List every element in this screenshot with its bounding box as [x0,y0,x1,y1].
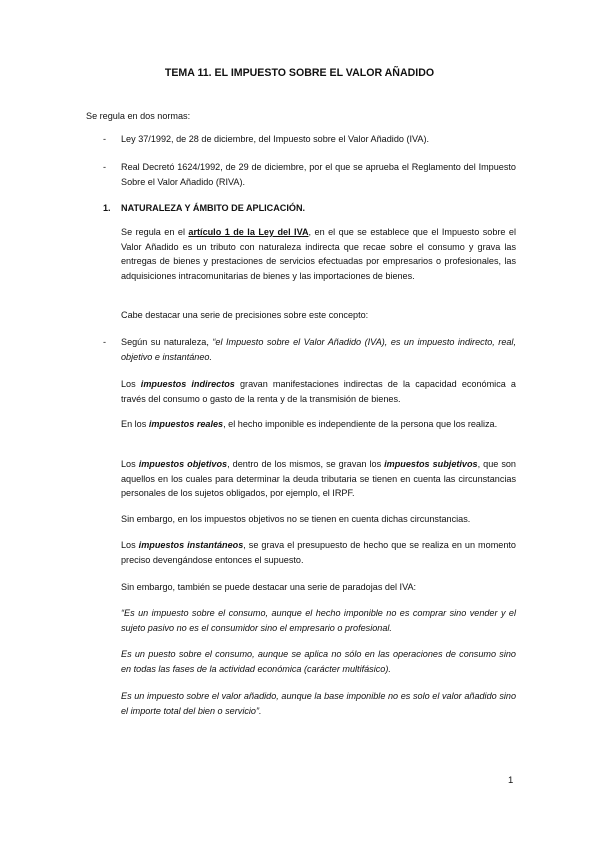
term-highlight: impuestos reales [148,419,224,429]
intro-text: Se regula en dos normas: [86,111,191,121]
quote-text: “el Impuesto sobre el Valor Añadido (IVA), es un impuesto indirecto, real, objetivo e instantáneo. [121,337,516,362]
paragraph-text: En los [121,419,149,429]
paragraph-text: , dentro de los mismos, se gravan los [227,459,385,469]
paragraph-text: Los [121,379,141,389]
quote-paradoja-3: Es un impuesto sobre el valor añadido, aunque la base imponible no es solo el valor añadido sino el importe total del bien o servicio”. [121,691,516,716]
paragraph-precisiones: Cabe destacar una serie de precisiones sobre este concepto: [121,310,369,320]
quote-paradoja-2: Es un puesto sobre el consumo, aunque se aplica no sólo en las operaciones de consumo sino en todas las fases de la actividad económica (carácter multifásico). [121,649,516,674]
paragraph-instantaneos [121,538,516,567]
paragraph-sin-embargo-1: Sin embargo, en los impuestos objetivos no se tienen en cuenta dichas circunstancias. [121,514,471,524]
section-heading: NATURALEZA Y ÁMBITO DE APLICACIÓN. [121,203,306,213]
dash-marker: - [103,162,107,172]
list-item-ley: Ley 37/1992, de 28 de diciembre, del Impuesto sobre el Valor Añadido (IVA). [121,134,430,144]
term-highlight: impuestos indirectos [140,379,235,389]
list-item-real-decreto: Real Decretó 1624/1992, de 29 de diciembre, por el que se aprueba el Reglamento del Impuesto Sobre el Valor Añadido (RIVA). [121,162,516,187]
paragraph-objetivos [121,457,516,501]
paragraph-text: gravan manifestaciones indirectas de la capacidad económica a través del consumo o gasto de la renta y de la transmisión de bienes. [121,379,516,404]
law-article-reference: artículo 1 de la Ley del IVA [188,227,309,237]
paragraph-text: , que son aquellos en los cuales para determinar la deuda tributaria se tienen en cuenta las circunstancias personales de los sujetos obligados, por ejemplo, el IRPF. [121,459,516,499]
page-title: TEMA 11. EL IMPUESTO SOBRE EL VALOR AÑADIDO [164,67,435,79]
paragraph-text: Se regula en el [121,227,189,237]
term-highlight: impuestos objetivos [138,459,228,469]
term-highlight: impuestos instantáneos [138,540,244,550]
paragraph-text: Según su naturaleza, [121,337,213,347]
paragraph-reales [121,417,516,432]
paragraph-paradojas: Sin embargo, también se puede destacar una serie de paradojas del IVA: [121,582,417,592]
paragraph-text: , se grava el presupuesto de hecho que se realiza en un momento preciso devengándose entonces el supuesto. [121,540,516,565]
paragraph-text: , en el que se establece que el Impuesto sobre el Valor Añadido es un tributo con naturaleza indirecta que recae sobre el consumo y grava las entregas de bienes y prestaciones de servicios efectuadas por empresarios o profesionales, las adquisiciones intracomunitarias de bienes y las importaciones de bienes. [121,227,516,281]
paragraph-text: , el hecho imponible es independiente de la persona que los realiza. [223,419,498,429]
dash-marker: - [103,337,107,347]
bullet-naturaleza [121,335,516,364]
section-number: 1. [103,203,111,213]
paragraph-definition [121,225,516,283]
dash-marker: - [103,134,107,144]
paragraph-indirectos [121,377,516,406]
paragraph-text: Los [121,459,139,469]
quote-paradoja-1: “Es un impuesto sobre el consumo, aunque el hecho imponible no es comprar sino vender y el sujeto pasivo no es el consumidor sino el empresario o profesional. [121,608,516,633]
page-number: 1 [508,775,514,786]
paragraph-text: Los [121,540,139,550]
term-highlight: impuestos subjetivos [384,459,478,469]
